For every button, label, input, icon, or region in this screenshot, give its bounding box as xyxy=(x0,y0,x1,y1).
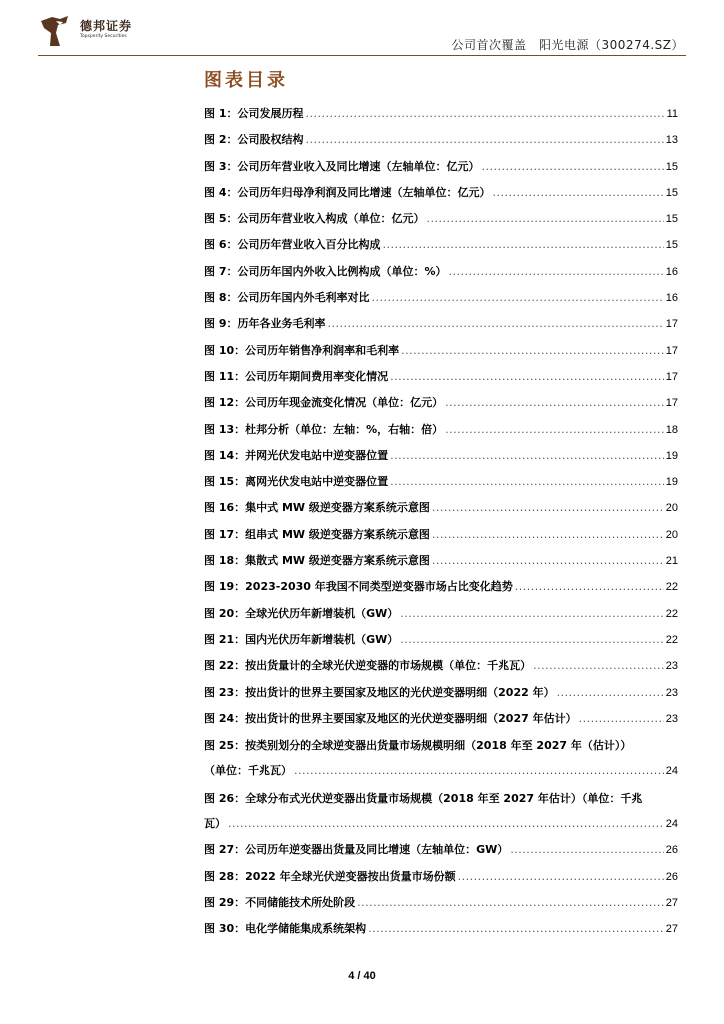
toc-entry-title-continued: （单位：千兆瓦） xyxy=(204,764,292,778)
toc-title: 图表目录 xyxy=(204,70,288,91)
toc-entry-title: 图 13：杜邦分析（单位：左轴：%，右轴：倍） xyxy=(204,422,444,436)
toc-entry-continuation xyxy=(204,762,678,788)
toc-leader-dots xyxy=(432,528,664,541)
toc-entry[interactable] xyxy=(204,657,678,683)
toc-leader-dots xyxy=(382,238,663,251)
toc-entry-multiline[interactable] xyxy=(204,789,678,842)
toc-entry[interactable] xyxy=(204,605,678,631)
toc-entry[interactable] xyxy=(204,315,678,341)
toc-entry-title: 图 6：公司历年营业收入百分比构成 xyxy=(204,238,381,252)
toc-entry[interactable] xyxy=(204,342,678,368)
toc-entry-title: 图 9：历年各业务毛利率 xyxy=(204,317,326,331)
logo-mark-icon xyxy=(38,13,74,49)
toc-leader-dots xyxy=(390,370,664,383)
toc-entry-title: 图 19：2023-2030 年我国不同类型逆变器市场占比变化趋势 xyxy=(204,580,513,594)
toc-leader-dots xyxy=(515,580,664,593)
toc-entry-page: 23 xyxy=(665,712,678,725)
toc-entry-page: 15 xyxy=(665,186,678,199)
toc-entry[interactable] xyxy=(204,263,678,289)
toc-entry-continuation xyxy=(204,815,678,841)
toc-leader-dots xyxy=(445,396,664,409)
toc-leader-dots xyxy=(371,291,663,304)
toc-entry-title: 图 16：集中式 MW 级逆变器方案系统示意图 xyxy=(204,501,430,515)
toc-leader-dots xyxy=(533,659,664,672)
toc-entry-page: 18 xyxy=(665,423,678,436)
toc-leader-dots xyxy=(305,107,664,120)
toc-entry-title: 图 14：并网光伏发电站中逆变器位置 xyxy=(204,448,389,462)
toc-entry[interactable] xyxy=(204,684,678,710)
toc-entry[interactable] xyxy=(204,920,678,946)
toc-leader-dots xyxy=(449,265,664,278)
toc-entry[interactable] xyxy=(204,105,678,131)
toc-entry[interactable] xyxy=(204,210,678,236)
toc-entry-title: 图 18：集散式 MW 级逆变器方案系统示意图 xyxy=(204,554,430,568)
toc-leader-dots xyxy=(368,922,664,935)
toc-entry-title: 图 17：组串式 MW 级逆变器方案系统示意图 xyxy=(204,527,430,541)
toc-entry-title: 图 2：公司股权结构 xyxy=(204,133,304,147)
toc-leader-dots xyxy=(390,449,664,462)
toc-entry-title: 图 4：公司历年归母净利润及同比增速（左轴单位：亿元） xyxy=(204,185,491,199)
toc-entry[interactable] xyxy=(204,499,678,525)
toc-entry-page: 17 xyxy=(665,344,678,357)
toc-entry-title: 图 21：国内光伏历年新增装机（GW） xyxy=(204,632,399,646)
toc-entry[interactable] xyxy=(204,868,678,894)
toc-entry-page: 16 xyxy=(665,265,678,278)
toc-leader-dots xyxy=(579,712,664,725)
toc-leader-dots xyxy=(426,212,663,225)
toc-entry-page: 27 xyxy=(665,896,678,909)
toc-leader-dots xyxy=(432,501,664,514)
toc-entry-page: 22 xyxy=(665,633,678,646)
toc-entry-title: 图 15：离网光伏发电站中逆变器位置 xyxy=(204,475,389,489)
toc-entry[interactable] xyxy=(204,394,678,420)
toc-entry-page: 20 xyxy=(665,502,678,515)
toc-entry-title: 图 25：按类别划分的全球逆变器出货量市场规模明细（2018 年至 2027 年（估计）） xyxy=(204,739,632,753)
toc-list xyxy=(204,105,678,947)
toc-entry-page: 22 xyxy=(665,581,678,594)
toc-entry[interactable] xyxy=(204,473,678,499)
toc-entry[interactable] xyxy=(204,631,678,657)
logo-text-cn: 德邦证券 xyxy=(80,19,133,33)
toc-entry[interactable] xyxy=(204,421,678,447)
toc-entry-title: 图 5：公司历年营业收入构成（单位：亿元） xyxy=(204,212,425,226)
toc-entry-title: 图 20：全球光伏历年新增装机（GW） xyxy=(204,606,399,620)
toc-entry-title: 图 8：公司历年国内外毛利率对比 xyxy=(204,291,370,305)
toc-leader-dots xyxy=(390,475,664,488)
toc-leader-dots xyxy=(481,160,663,173)
toc-entry-title: 图 28：2022 年全球光伏逆变器按出货量市场份额 xyxy=(204,869,456,883)
toc-entry-page: 16 xyxy=(665,292,678,305)
toc-leader-dots xyxy=(400,633,663,646)
toc-leader-dots xyxy=(432,554,664,567)
toc-entry-page: 27 xyxy=(665,923,678,936)
toc-entry[interactable] xyxy=(204,526,678,552)
toc-entry[interactable] xyxy=(204,894,678,920)
toc-entry[interactable] xyxy=(204,289,678,315)
toc-entry-title: 图 29：不同储能技术所处阶段 xyxy=(204,895,356,909)
toc-leader-dots xyxy=(228,817,664,830)
toc-entry[interactable] xyxy=(204,131,678,157)
toc-entry[interactable] xyxy=(204,578,678,604)
toc-entry-page: 17 xyxy=(665,397,678,410)
toc-entry-page: 17 xyxy=(665,370,678,383)
toc-entry-page: 23 xyxy=(665,686,678,699)
toc-entry-page: 23 xyxy=(665,660,678,673)
toc-entry-page: 13 xyxy=(665,134,678,147)
toc-entry[interactable] xyxy=(204,552,678,578)
toc-entry-title: 图 11：公司历年期间费用率变化情况 xyxy=(204,369,389,383)
page-number: 4 / 40 xyxy=(348,970,376,982)
toc-entry-multiline[interactable] xyxy=(204,736,678,789)
toc-entry-page: 24 xyxy=(665,765,678,778)
toc-entry[interactable] xyxy=(204,368,678,394)
toc-entry-page: 15 xyxy=(665,160,678,173)
toc-entry-page: 17 xyxy=(665,318,678,331)
toc-entry-page: 15 xyxy=(665,213,678,226)
toc-entry[interactable] xyxy=(204,841,678,867)
page-header xyxy=(0,0,724,60)
toc-entry-title: 图 30：电化学储能集成系统架构 xyxy=(204,922,367,936)
logo-text-en: Topsperity Securities xyxy=(80,34,127,39)
toc-entry-page: 19 xyxy=(665,449,678,462)
toc-entry-title: 图 27：公司历年逆变器出货量及同比增速（左轴单位：GW） xyxy=(204,843,509,857)
company-logo xyxy=(38,13,168,49)
toc-entry[interactable] xyxy=(204,447,678,473)
toc-leader-dots xyxy=(357,896,664,909)
toc-leader-dots xyxy=(458,870,664,883)
toc-entry[interactable] xyxy=(204,184,678,210)
toc-entry-title: 图 22：按出货量计的全球光伏逆变器的市场规模（单位：千兆瓦） xyxy=(204,659,532,673)
toc-entry-page: 11 xyxy=(666,108,678,120)
toc-leader-dots xyxy=(510,843,663,856)
toc-entry[interactable] xyxy=(204,710,678,736)
toc-leader-dots xyxy=(557,686,664,699)
toc-entry-page: 26 xyxy=(665,844,678,857)
toc-leader-dots xyxy=(400,607,663,620)
toc-entry[interactable] xyxy=(204,158,678,184)
toc-entry-title: 图 23：按出货计的世界主要国家及地区的光伏逆变器明细（2022 年） xyxy=(204,685,555,699)
toc-entry-title: 图 1：公司发展历程 xyxy=(204,107,304,120)
toc-entry-title: 图 24：按出货计的世界主要国家及地区的光伏逆变器明细（2027 年估计） xyxy=(204,711,577,725)
toc-entry-page: 15 xyxy=(665,239,678,252)
toc-leader-dots xyxy=(445,423,664,436)
toc-entry-title-continued: 瓦） xyxy=(204,817,226,831)
toc-leader-dots xyxy=(492,186,663,199)
toc-entry-title: 图 3：公司历年营业收入及同比增速（左轴单位：亿元） xyxy=(204,159,480,173)
toc-entry-title: 图 7：公司历年国内外收入比例构成（单位：%） xyxy=(204,264,447,278)
toc-leader-dots xyxy=(401,344,664,357)
toc-leader-dots xyxy=(327,317,663,330)
toc-entry[interactable] xyxy=(204,236,678,262)
toc-entry-page: 26 xyxy=(665,870,678,883)
toc-entry-page: 20 xyxy=(665,528,678,541)
toc-leader-dots xyxy=(305,133,663,146)
toc-entry-page: 22 xyxy=(665,607,678,620)
toc-entry-page: 19 xyxy=(665,476,678,489)
header-divider xyxy=(38,55,686,56)
report-header-title: 公司首次覆盖 阳光电源（300274.SZ） xyxy=(451,38,684,52)
toc-entry-title: 图 10：公司历年销售净利润率和毛利率 xyxy=(204,343,400,357)
toc-leader-dots xyxy=(294,764,664,777)
toc-entry-page: 24 xyxy=(665,818,678,831)
toc-entry-title: 图 26：全球分布式光伏逆变器出货量市场规模（2018 年至 2027 年估计）（单位：千兆 xyxy=(204,791,643,805)
toc-entry-title: 图 12：公司历年现金流变化情况（单位：亿元） xyxy=(204,396,444,410)
toc-entry-page: 21 xyxy=(665,555,678,568)
